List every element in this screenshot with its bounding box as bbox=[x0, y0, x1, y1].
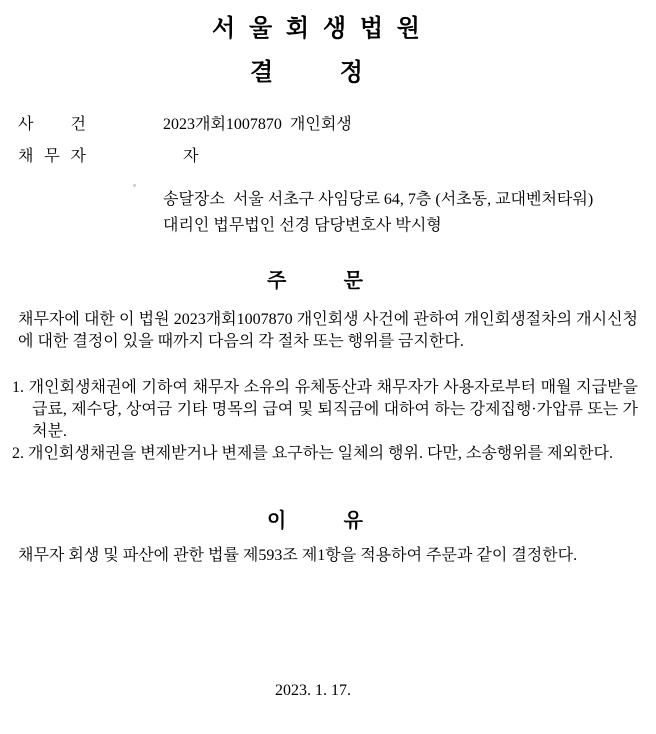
document-type-heading: 결 정 bbox=[250, 59, 363, 86]
order-item-1: 1. 개인회생채권에 기하여 채무자 소유의 유체동산과 채무자가 사용자로부터 매월 지급받을 급료, 제수당, 상여금 기타 명목의 급여 및 퇴직금에 대하여 하는 강제집행·가압류 또는 가처분. bbox=[12, 379, 638, 440]
case-label: 사 건 bbox=[18, 116, 86, 133]
order-item-2: 2. 개인회생채권을 변제받거나 변제를 요구하는 일체의 행위. 다만, 소송행위를 제외한다. bbox=[12, 445, 613, 462]
order-intro-paragraph: 채무자에 대한 이 법원 2023개회1007870 개인회생 사건에 관하여 개인회생절차의 개시신청에 대한 결정이 있을 때까지 다음의 각 절차 또는 행위를 금지한다. bbox=[18, 311, 638, 350]
reason-body-paragraph: 채무자 회생 및 파산에 관한 법률 제593조 제1항을 적용하여 주문과 같이 결정한다. bbox=[18, 547, 578, 564]
decision-date: 2023. 1. 17. bbox=[275, 682, 351, 699]
debtor-label: 채 무 자 bbox=[18, 148, 86, 165]
order-items-list bbox=[12, 377, 638, 465]
service-address-line: 송달장소 서울 서초구 사임당로 64, 7층 (서초동, 교대벤처타워) bbox=[163, 191, 594, 208]
scan-artifact-dot bbox=[133, 184, 136, 187]
reason-section-heading: 이 유 bbox=[267, 510, 363, 532]
case-number-value: 2023개회1007870 개인회생 bbox=[163, 116, 352, 133]
debtor-name-value: 자 bbox=[183, 148, 199, 165]
representative-line: 대리인 법무법인 선경 담당변호사 박시형 bbox=[163, 217, 442, 234]
court-name-title: 서 울 회 생 법 원 bbox=[212, 15, 420, 42]
order-section-heading: 주 문 bbox=[267, 270, 363, 292]
